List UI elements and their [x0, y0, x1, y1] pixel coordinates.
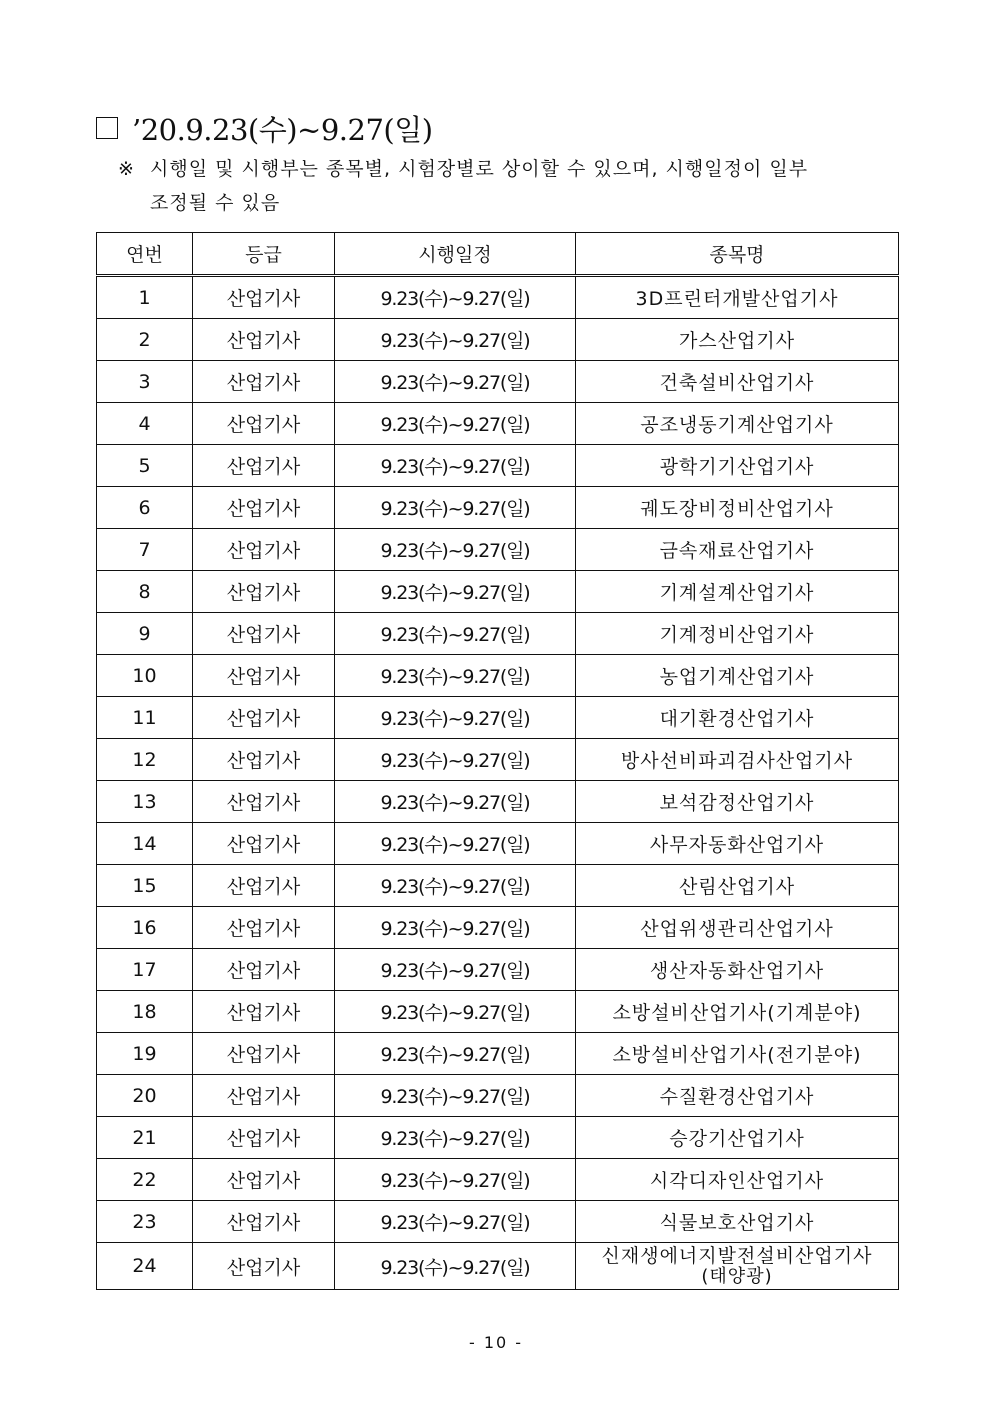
table-row: [97, 319, 899, 361]
table-row: [97, 487, 899, 529]
cell-no: 15: [97, 865, 193, 907]
cell-schedule: 9.23(수)~9.27(일): [335, 1117, 576, 1159]
cell-no: 3: [97, 361, 193, 403]
cell-subject: 건축설비산업기사: [576, 361, 899, 403]
table-row: [97, 739, 899, 781]
cell-subject: 가스산업기사: [576, 319, 899, 361]
cell-schedule: 9.23(수)~9.27(일): [335, 655, 576, 697]
cell-grade: 산업기사: [193, 571, 335, 613]
cell-grade: 산업기사: [193, 781, 335, 823]
cell-schedule: 9.23(수)~9.27(일): [335, 1243, 576, 1290]
cell-grade: 산업기사: [193, 907, 335, 949]
cell-subject: 궤도장비정비산업기사: [576, 487, 899, 529]
table-row: [97, 276, 899, 319]
cell-subject: 소방설비산업기사(기계분야): [576, 991, 899, 1033]
cell-schedule: 9.23(수)~9.27(일): [335, 319, 576, 361]
cell-grade: 산업기사: [193, 949, 335, 991]
header-no: 연번: [97, 233, 193, 276]
note-text-1: 시행일 및 시행부는 종목별, 시험장별로 상이할 수 있으며, 시행일정이 일부: [150, 158, 809, 180]
table-row: [97, 613, 899, 655]
table-row: [97, 571, 899, 613]
cell-schedule: 9.23(수)~9.27(일): [335, 781, 576, 823]
cell-grade: 산업기사: [193, 487, 335, 529]
cell-schedule: 9.23(수)~9.27(일): [335, 403, 576, 445]
cell-schedule: 9.23(수)~9.27(일): [335, 445, 576, 487]
cell-no: 12: [97, 739, 193, 781]
cell-subject: 보석감정산업기사: [576, 781, 899, 823]
cell-subject: 기계설계산업기사: [576, 571, 899, 613]
cell-subject: 사무자동화산업기사: [576, 823, 899, 865]
cell-subject: 농업기계산업기사: [576, 655, 899, 697]
note: [118, 152, 900, 220]
cell-schedule: 9.23(수)~9.27(일): [335, 1159, 576, 1201]
cell-subject: 산업위생관리산업기사: [576, 907, 899, 949]
cell-no: 7: [97, 529, 193, 571]
cell-no: 13: [97, 781, 193, 823]
cell-no: 10: [97, 655, 193, 697]
cell-grade: 산업기사: [193, 865, 335, 907]
cell-schedule: 9.23(수)~9.27(일): [335, 991, 576, 1033]
cell-grade: 산업기사: [193, 361, 335, 403]
cell-no: 20: [97, 1075, 193, 1117]
cell-subject: 시각디자인산업기사: [576, 1159, 899, 1201]
cell-schedule: 9.23(수)~9.27(일): [335, 865, 576, 907]
cell-grade: 산업기사: [193, 1201, 335, 1243]
table-row: [97, 1033, 899, 1075]
cell-no: 8: [97, 571, 193, 613]
note-line-2: 조정될 수 있음: [150, 192, 281, 214]
cell-grade: 산업기사: [193, 445, 335, 487]
cell-schedule: 9.23(수)~9.27(일): [335, 613, 576, 655]
cell-no: 1: [97, 276, 193, 319]
table-row: [97, 949, 899, 991]
cell-no: 18: [97, 991, 193, 1033]
cell-schedule: 9.23(수)~9.27(일): [335, 529, 576, 571]
note-line-1: [118, 152, 900, 186]
cell-schedule: 9.23(수)~9.27(일): [335, 487, 576, 529]
cell-subject: [576, 1243, 899, 1290]
header-schedule: 시행일정: [335, 233, 576, 276]
cell-grade: 산업기사: [193, 697, 335, 739]
table-row: [97, 697, 899, 739]
cell-grade: 산업기사: [193, 739, 335, 781]
table-row: [97, 361, 899, 403]
cell-no: 5: [97, 445, 193, 487]
table-row: [97, 865, 899, 907]
cell-subject: 승강기산업기사: [576, 1117, 899, 1159]
cell-no: 2: [97, 319, 193, 361]
cell-grade: 산업기사: [193, 319, 335, 361]
cell-subject: 생산자동화산업기사: [576, 949, 899, 991]
cell-grade: 산업기사: [193, 613, 335, 655]
cell-grade: 산업기사: [193, 1243, 335, 1290]
reference-mark-icon: ※: [118, 158, 135, 180]
table-row: [97, 1243, 899, 1290]
cell-grade: 산업기사: [193, 276, 335, 319]
cell-grade: 산업기사: [193, 529, 335, 571]
cell-no: 11: [97, 697, 193, 739]
cell-grade: 산업기사: [193, 1159, 335, 1201]
cell-no: 24: [97, 1243, 193, 1290]
header-grade: 등급: [193, 233, 335, 276]
table-row: [97, 1117, 899, 1159]
cell-no: 4: [97, 403, 193, 445]
table-row: [97, 781, 899, 823]
cell-grade: 산업기사: [193, 991, 335, 1033]
cell-no: 9: [97, 613, 193, 655]
cell-grade: 산업기사: [193, 655, 335, 697]
cell-subject: 방사선비파괴검사산업기사: [576, 739, 899, 781]
table-row: [97, 655, 899, 697]
cell-no: 14: [97, 823, 193, 865]
cell-schedule: 9.23(수)~9.27(일): [335, 823, 576, 865]
table-row: [97, 1159, 899, 1201]
page-number: - 10 -: [468, 1333, 524, 1352]
table-row: [97, 1075, 899, 1117]
checkbox-icon: [96, 117, 118, 139]
cell-subject: 금속재료산업기사: [576, 529, 899, 571]
table-row: [97, 529, 899, 571]
cell-subject: 대기환경산업기사: [576, 697, 899, 739]
schedule-table: [96, 232, 899, 1290]
cell-schedule: 9.23(수)~9.27(일): [335, 1033, 576, 1075]
cell-schedule: 9.23(수)~9.27(일): [335, 361, 576, 403]
cell-no: 17: [97, 949, 193, 991]
cell-grade: 산업기사: [193, 1075, 335, 1117]
cell-schedule: 9.23(수)~9.27(일): [335, 1075, 576, 1117]
cell-subject: 기계정비산업기사: [576, 613, 899, 655]
cell-no: 16: [97, 907, 193, 949]
cell-grade: 산업기사: [193, 403, 335, 445]
cell-schedule: 9.23(수)~9.27(일): [335, 697, 576, 739]
section-title: ’20.9.23(수)~9.27(일): [132, 112, 433, 147]
cell-subject: 수질환경산업기사: [576, 1075, 899, 1117]
header-subject: 종목명: [576, 233, 899, 276]
section-heading: [96, 108, 433, 148]
cell-no: 19: [97, 1033, 193, 1075]
cell-schedule: 9.23(수)~9.27(일): [335, 571, 576, 613]
cell-subject-line-1: 신재생에너지발전설비산업기사: [601, 1245, 873, 1267]
cell-no: 23: [97, 1201, 193, 1243]
cell-subject-line-2: (태양광): [701, 1266, 773, 1287]
table-row: [97, 907, 899, 949]
cell-subject: 식물보호산업기사: [576, 1201, 899, 1243]
table-row: [97, 991, 899, 1033]
cell-subject: 산림산업기사: [576, 865, 899, 907]
table-header-row: [97, 233, 899, 276]
cell-no: 21: [97, 1117, 193, 1159]
cell-no: 6: [97, 487, 193, 529]
cell-schedule: 9.23(수)~9.27(일): [335, 907, 576, 949]
cell-subject: 3D프린터개발산업기사: [576, 276, 899, 319]
cell-schedule: 9.23(수)~9.27(일): [335, 949, 576, 991]
cell-subject: 공조냉동기계산업기사: [576, 403, 899, 445]
cell-schedule: 9.23(수)~9.27(일): [335, 276, 576, 319]
cell-no: 22: [97, 1159, 193, 1201]
table-row: [97, 445, 899, 487]
table-body: [97, 276, 899, 1290]
cell-grade: 산업기사: [193, 1033, 335, 1075]
cell-subject: 소방설비산업기사(전기분야): [576, 1033, 899, 1075]
table-row: [97, 403, 899, 445]
cell-grade: 산업기사: [193, 1117, 335, 1159]
table-row: [97, 823, 899, 865]
cell-schedule: 9.23(수)~9.27(일): [335, 739, 576, 781]
cell-schedule: 9.23(수)~9.27(일): [335, 1201, 576, 1243]
table-row: [97, 1201, 899, 1243]
cell-subject: 광학기기산업기사: [576, 445, 899, 487]
cell-grade: 산업기사: [193, 823, 335, 865]
